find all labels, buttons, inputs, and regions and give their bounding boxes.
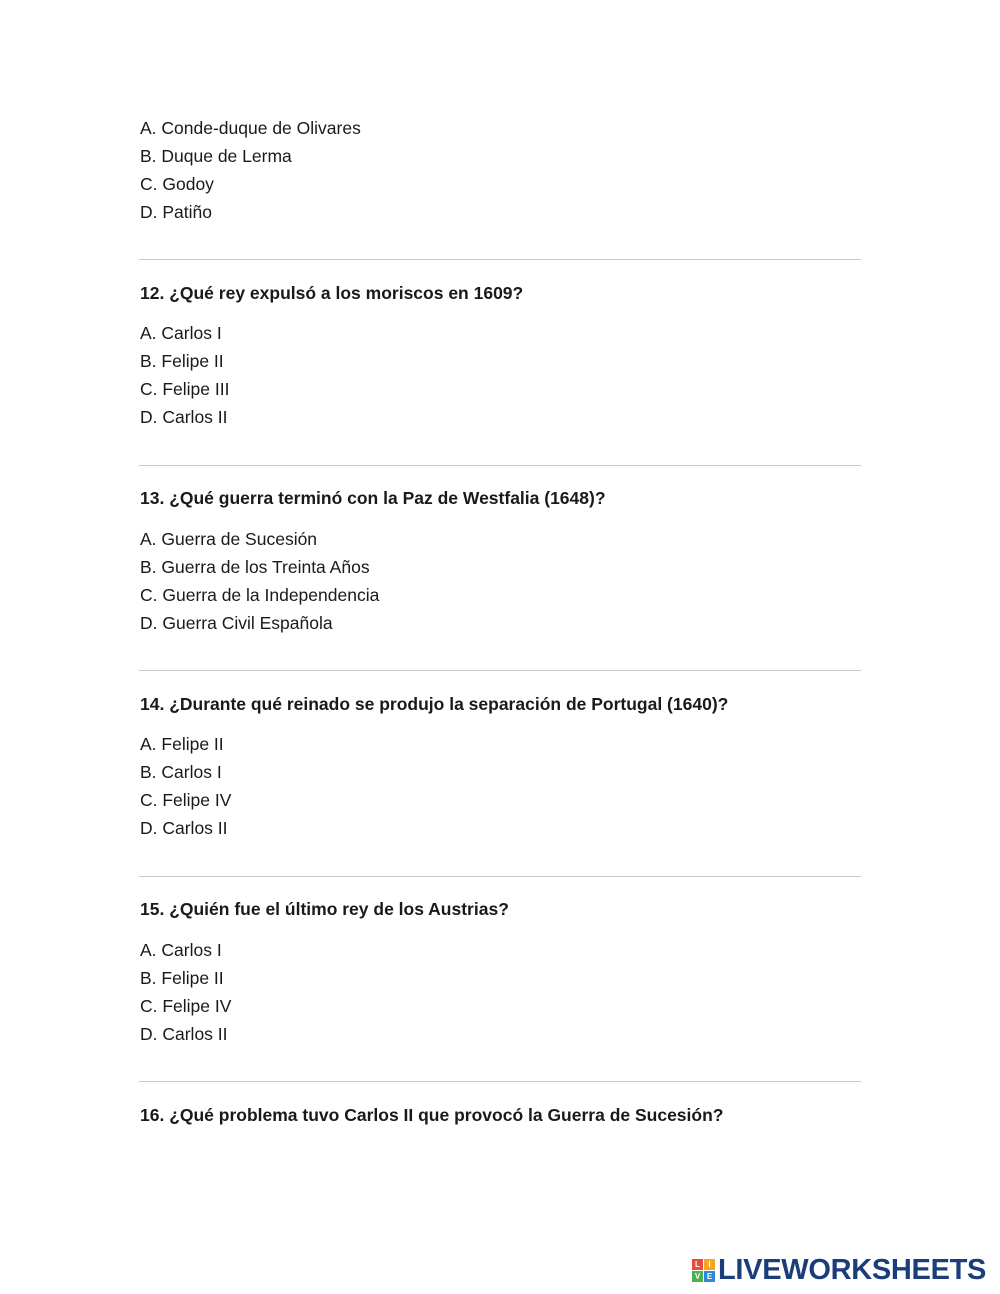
option-d: D. Patiño (140, 202, 212, 222)
logo-letter: I (704, 1259, 715, 1270)
question-13-options (140, 525, 379, 637)
option-a: A. Guerra de Sucesión (140, 529, 318, 549)
option-a: A. Carlos I (140, 323, 222, 343)
divider (139, 670, 861, 671)
option-b: B. Felipe II (140, 968, 224, 988)
option-d: D. Carlos II (140, 407, 228, 427)
liveworksheets-logo (692, 1252, 986, 1288)
brand-name: LIVEWORKSHEETS (718, 1254, 987, 1286)
question-15-options (140, 936, 231, 1048)
divider (139, 259, 861, 260)
logo-mark-icon (692, 1259, 715, 1282)
option-d: D. Carlos II (140, 1024, 228, 1044)
option-b: B. Carlos I (140, 762, 222, 782)
option-d: D. Carlos II (140, 818, 228, 838)
question-14-options (140, 730, 231, 842)
option-c: C. Godoy (140, 174, 214, 194)
option-c: C. Felipe IV (140, 996, 232, 1016)
question-12-options (140, 319, 229, 431)
option-a: A. Carlos I (140, 940, 222, 960)
question-15-text: 15. ¿Quién fue el último rey de los Austrias? (140, 899, 509, 919)
divider (139, 1081, 861, 1082)
logo-letter: L (692, 1259, 703, 1270)
option-a: A. Felipe II (140, 734, 224, 754)
option-b: B. Felipe II (140, 351, 224, 371)
divider (139, 465, 861, 466)
option-c: C. Guerra de la Independencia (140, 585, 380, 605)
question-16-text: 16. ¿Qué problema tuvo Carlos II que provocó la Guerra de Sucesión? (140, 1105, 724, 1125)
option-c: C. Felipe IV (140, 790, 232, 810)
question-11-options (140, 114, 361, 226)
option-d: D. Guerra Civil Española (140, 613, 333, 633)
logo-letter: V (692, 1271, 703, 1282)
logo-letter: E (704, 1271, 715, 1282)
option-a: A. Conde-duque de Olivares (140, 118, 361, 138)
option-b: B. Guerra de los Treinta Años (140, 557, 370, 577)
question-12-text: 12. ¿Qué rey expulsó a los moriscos en 1609? (140, 283, 524, 303)
option-b: B. Duque de Lerma (140, 146, 292, 166)
question-14-text: 14. ¿Durante qué reinado se produjo la separación de Portugal (1640)? (140, 694, 729, 714)
question-13-text: 13. ¿Qué guerra terminó con la Paz de Westfalia (1648)? (140, 488, 606, 508)
option-c: C. Felipe III (140, 379, 230, 399)
divider (139, 876, 861, 877)
